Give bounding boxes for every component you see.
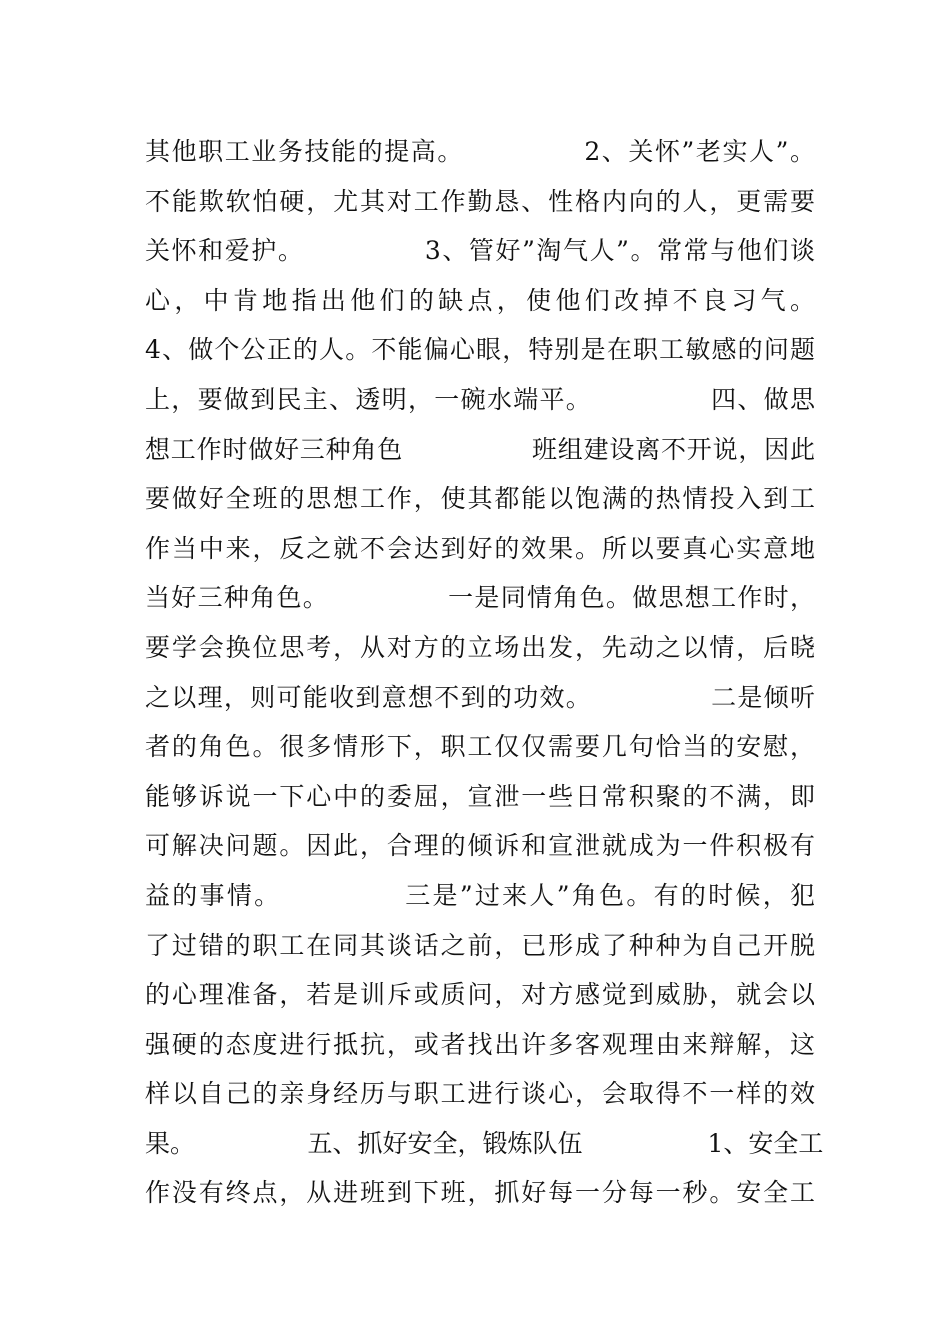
text-line: 其他职工业务技能的提高。 2、关怀”老实人”。 xyxy=(145,137,815,166)
text-line: 可解决问题。因此，合理的倾诉和宣泄就成为一件积极有 xyxy=(145,831,815,861)
text-line: 果。 五、抓好安全，锻炼队伍 1、安全工 xyxy=(145,1128,824,1158)
text-line: 心，中肯地指出他们的缺点，使他们改掉不良习气。 xyxy=(145,285,815,315)
text-line: 强硬的态度进行抵抗，或者找出许多客观理由来辩解，这 xyxy=(145,1029,815,1059)
text-line: 想工作时做好三种角色 班组建设离不开说，因此 xyxy=(145,434,815,464)
text-line: 了过错的职工在同其谈话之前，已形成了种种为自己开脱 xyxy=(145,930,815,960)
text-line: 作当中来，反之就不会达到好的效果。所以要真心实意地 xyxy=(145,533,815,563)
text-line: 不能欺软怕硬，尤其对工作勤恳、性格内向的人，更需要 xyxy=(145,186,815,216)
body-text xyxy=(145,127,824,1218)
text-line: 益的事情。 三是”过来人”角色。有的时候，犯 xyxy=(145,880,815,910)
text-line: 之以理，则可能收到意想不到的功效。 二是倾听 xyxy=(145,682,815,712)
text-line: 能够诉说一下心中的委屈，宣泄一些日常积聚的不满，即 xyxy=(145,781,815,811)
text-line: 4、做个公正的人。不能偏心眼，特别是在职工敏感的问题 xyxy=(145,335,815,365)
text-line: 关怀和爱护。 3、管好”淘气人”。常常与他们谈 xyxy=(145,236,815,266)
text-line: 当好三种角色。 一是同情角色。做思想工作时， xyxy=(145,583,815,613)
text-line: 者的角色。很多情形下，职工仅仅需要几句恰当的安慰， xyxy=(145,732,815,762)
text-line: 作没有终点，从进班到下班，抓好每一分每一秒。安全工 xyxy=(145,1178,815,1208)
text-line: 样以自己的亲身经历与职工进行谈心，会取得不一样的效 xyxy=(145,1079,815,1109)
text-line: 上，要做到民主、透明，一碗水端平。 四、做思 xyxy=(145,384,815,414)
text-line: 要做好全班的思想工作，使其都能以饱满的热情投入到工 xyxy=(145,484,815,514)
text-line: 要学会换位思考，从对方的立场出发，先动之以情，后晓 xyxy=(145,632,815,662)
text-line: 的心理准备，若是训斥或质问，对方感觉到威胁，就会以 xyxy=(145,980,815,1010)
